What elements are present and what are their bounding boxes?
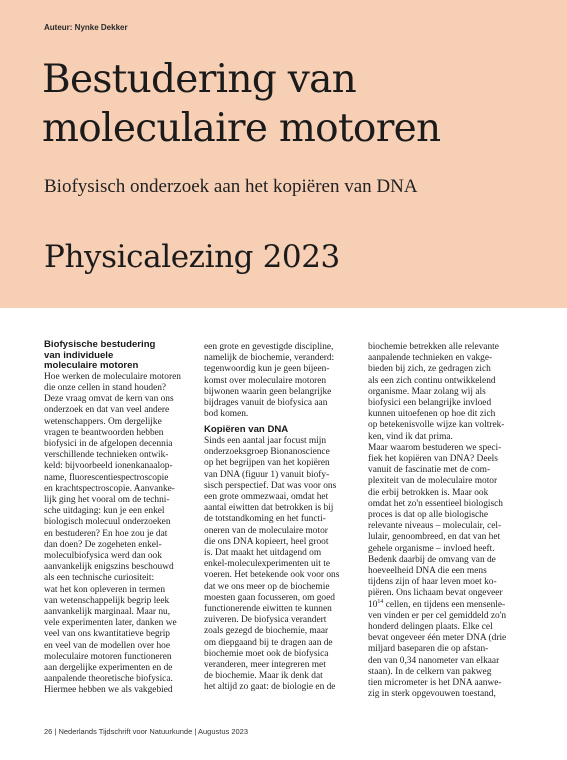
article-subtitle: Biofysisch onderzoek aan het kopiëren van DNA [44, 176, 418, 197]
paragraph-dna-copying: Sinds een aantal jaar focust mijn onderzoeksgroep Bionanoscience op het begrijpen van het kopiëren van DNA (figuur 1) vanuit biofy- sisch perspectief. Dat was voor ons een grote ommezwaai, omdat het aantal eiwitten dat betrokken is bij de totstandkoming en het functi- oneren van de moleculaire motor die ons DNA kopieert, heel groot is. Dat maakt het uitdagend om enkel-moleculexperimenten uit te voeren. Het betekende ook voor ons dat we ons meer op de biochemie moesten gaan focusseren, om goed functionerende eiwitten te kunnen zuiveren. De biofysica verandert zoals gezegd de biochemie, maar om diepgaand bij te dragen aan de biochemie moet ook de biofysica veranderen, meer integreren met de biochemie. Maar ik denk dat het altijd zo gaat: de biologie en de [204, 436, 340, 693]
text-column-1 [44, 340, 199, 697]
paragraph-why-dna [368, 342, 528, 701]
lecture-title: Physicalezing 2023 [44, 239, 340, 275]
author-line: Auteur: Nynke Dekker [44, 23, 128, 32]
paragraph-why-dna-part2: cellen, en tijdens een mensenle- ven vinden er per cel gemiddeld zo'n honderd delingen plaats. Elke cel bevat ongeveer één meter DNA (drie miljard baseparen die op afstan- den van 0,34 nanometer van elkaar staan). In de celkern van pakweg tien micrometer is het DNA aanwe- zig in sterk opgevouwen toestand, [368, 599, 507, 700]
paragraph-continued: een grote en gevestigde discipline, namelijk de biochemie, veranderd: tegenwoordig kun je geen bijeen- komst over moleculaire motoren bijwonen waarin geen belangrijke bijdrages vanuit de biofysica aan bod komen. [204, 342, 335, 420]
exponent: 14 [377, 598, 384, 605]
section-heading-biophysics: Biofysische bestudering van individuele moleculaire motoren [44, 339, 156, 372]
article-title: Bestudering van moleculaire motoren [42, 57, 441, 151]
section-heading-dna-copying: Kopiëren van DNA [204, 424, 289, 436]
paragraph-intro: Hoe werken de moleculaire motoren die onze cellen in stand houden? Deze vraag omvat de kern van ons onderzoek en dat van veel andere wetenschappers. Om dergelijke vragen te beantwoorden hebben biofysici in de afgelopen decennia verschillende technieken ontwik- keld: bijvoorbeeld ionenkanaalop- name, fluorescentiespectroscopie en krachtspectroscopie. Aanvanke- lijk ging het vooral om de techni- sche uitdaging: kun je een enkel biologisch molecuul onderzoeken en bestuderen? En hoe zou je dat dan doen? De zogeheten enkel- moleculbiofysica werd dan ook aanvankelijk enigszins beschouwd als een technische curiositeit: wat het kon opleveren in termen van wetenschappelijk begrip leek aanvankelijk marginaal. Maar nu, vele experimenten later, danken we veel van ons kwantitatieve begrip en veel van de modellen over hoe moleculaire motoren functioneren aan dergelijke experimenten en de aanpalende theoretische biofysica. Hiermee hebben we als vakgebied [44, 371, 181, 696]
text-column-2 [204, 342, 364, 694]
paragraph-why-dna-part1: biochemie betrekken alle relevante aanpalende technieken en vakge- bieden bij zich, ze gedragen zich als een zich continu ontwikkelend organisme. Maar zolang wij als biofysici een belangrijke invloed kunnen uitoefenen op hoe dit zich op betekenisvolle wijze kan voltrek- ken, vind ik dat prima. Maar waarom bestuderen we speci- fiek het kopiëren van DNA? Deels vanuit de fascinatie met de com- plexiteit van de moleculaire motor die erbij betrokken is. Maar ook omdat het zo'n essentieel biologisch proces is dat op alle biologische relevante niveaus – moleculair, cel- lulair, genoombreed, en dat van het gehele organisme – invloed heeft. Bedenk daarbij de omvang van de hoeveelheid DNA die een mens tijdens zijn of haar leven moet ko- piëren. Ons lichaam bevat ongeveer 10 [368, 342, 505, 610]
text-column-3 [368, 342, 528, 701]
page-footer: 26 | Nederlands Tijdschrift voor Natuurkunde | Augustus 2023 [44, 727, 249, 736]
